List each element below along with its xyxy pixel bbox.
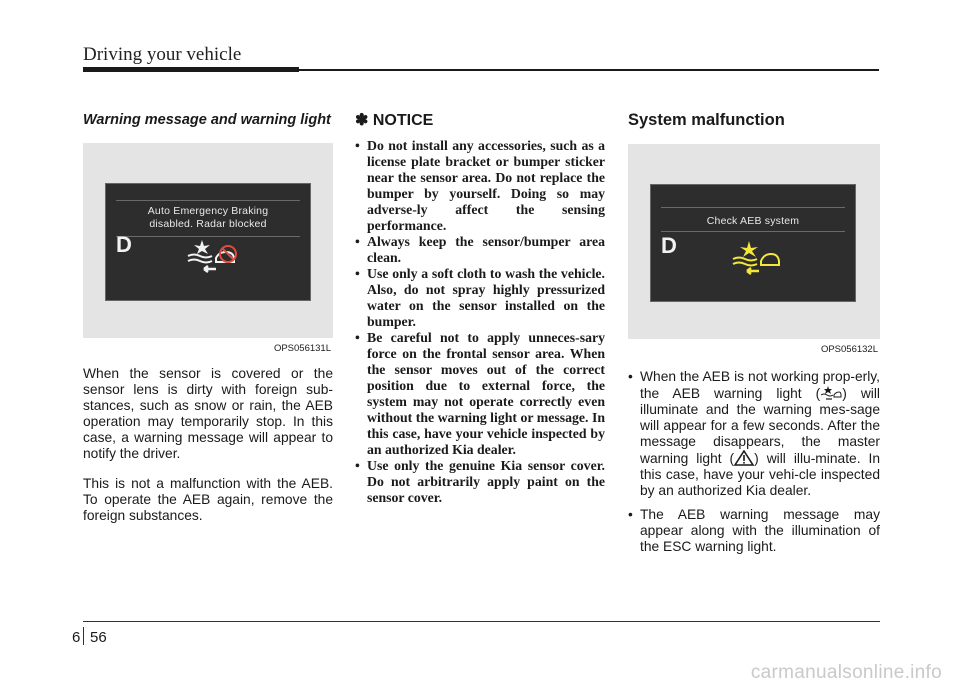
master-warning-icon: [734, 450, 754, 466]
chapter-number: 6: [72, 629, 81, 646]
notice-item: • Use only a soft cloth to wash the vehicle. Also, do not spray highly pressurized water on the sensor installed on the bumper.: [355, 266, 605, 330]
malfunction-bullets: [628, 369, 880, 555]
screen-message-line1: Auto Emergency Braking: [147, 205, 269, 217]
page-separator: [83, 627, 84, 645]
page-number: 56: [90, 629, 107, 646]
watermark: carmanualsonline.info: [750, 662, 942, 683]
aeb-warning-icon: [731, 239, 781, 277]
notice-column: [355, 108, 605, 506]
notice-item: • Use only the genuine Kia sensor cover. Do not arbitrarily apply paint on the sensor cover.: [355, 458, 605, 506]
bullet-aeb-not-working: • When the AEB is not working prop-erly, the AEB warning light ( ) will illuminate and the warning mes-sage will appear for a few seconds. After the message disappears, the master warning light ( ) will illu-minate. In this case, have your vehi-cle inspected by an authorized Kia dealer.: [628, 369, 880, 499]
gear-indicator: D: [661, 233, 677, 258]
notice-item: • Do not install any accessories, such as a license plate bracket or bumper sticker near the sensor area. Do not replace the bumper by yourself. Doing so may adverse-ly affect the sensing performance.: [355, 138, 605, 234]
aeb-disabled-icon: [186, 236, 242, 276]
bullet-esc-warning: • The AEB warning message may appear along with the illumination of the ESC warning light.: [628, 507, 880, 555]
malfunction-column: [628, 108, 880, 563]
warning-message-figure: [83, 143, 333, 354]
aeb-warning-icon: [820, 385, 842, 401]
screen-message-line2: disabled. Radar blocked: [149, 218, 267, 230]
header-rule-thin: [299, 69, 879, 71]
not-malfunction-paragraph: This is not a malfunction with the AEB. To operate the AEB again, remove the foreign substances.: [83, 476, 333, 523]
figure-code: OPS056132L: [820, 344, 878, 355]
cluster-screen: [105, 183, 311, 301]
notice-item: • Be careful not to apply unneces-sary force on the frontal sensor area. When the sensor moves out of the correct position due to external force, the system may not operate correctly even without the warning light or message. In this case, have your vehicle inspected by an authorized Kia dealer.: [355, 330, 605, 458]
notice-title: ✽ NOTICE: [355, 112, 434, 129]
left-column: [83, 108, 333, 524]
screen-message: Check AEB system: [706, 215, 800, 227]
check-aeb-figure: [628, 144, 880, 355]
gear-indicator: D: [116, 232, 132, 257]
malfunction-title: System malfunction: [628, 111, 785, 129]
footer-rule: [83, 621, 880, 622]
sensor-covered-paragraph: When the sensor is covered or the sensor lens is dirty with foreign sub-stances, such as snow or rain, the AEB operation may temporarily stop. In this case, a warning message will appear to notify the driver.: [83, 366, 333, 461]
page-header-title: Driving your vehicle: [83, 44, 242, 65]
header-rule-thick: [83, 67, 299, 72]
cluster-screen: [650, 184, 856, 302]
notice-item: • Always keep the sensor/bumper area clean.: [355, 234, 605, 266]
warning-subheading: Warning message and warning light: [83, 112, 331, 128]
notice-list: [355, 138, 605, 506]
figure-code: OPS056131L: [273, 343, 331, 354]
